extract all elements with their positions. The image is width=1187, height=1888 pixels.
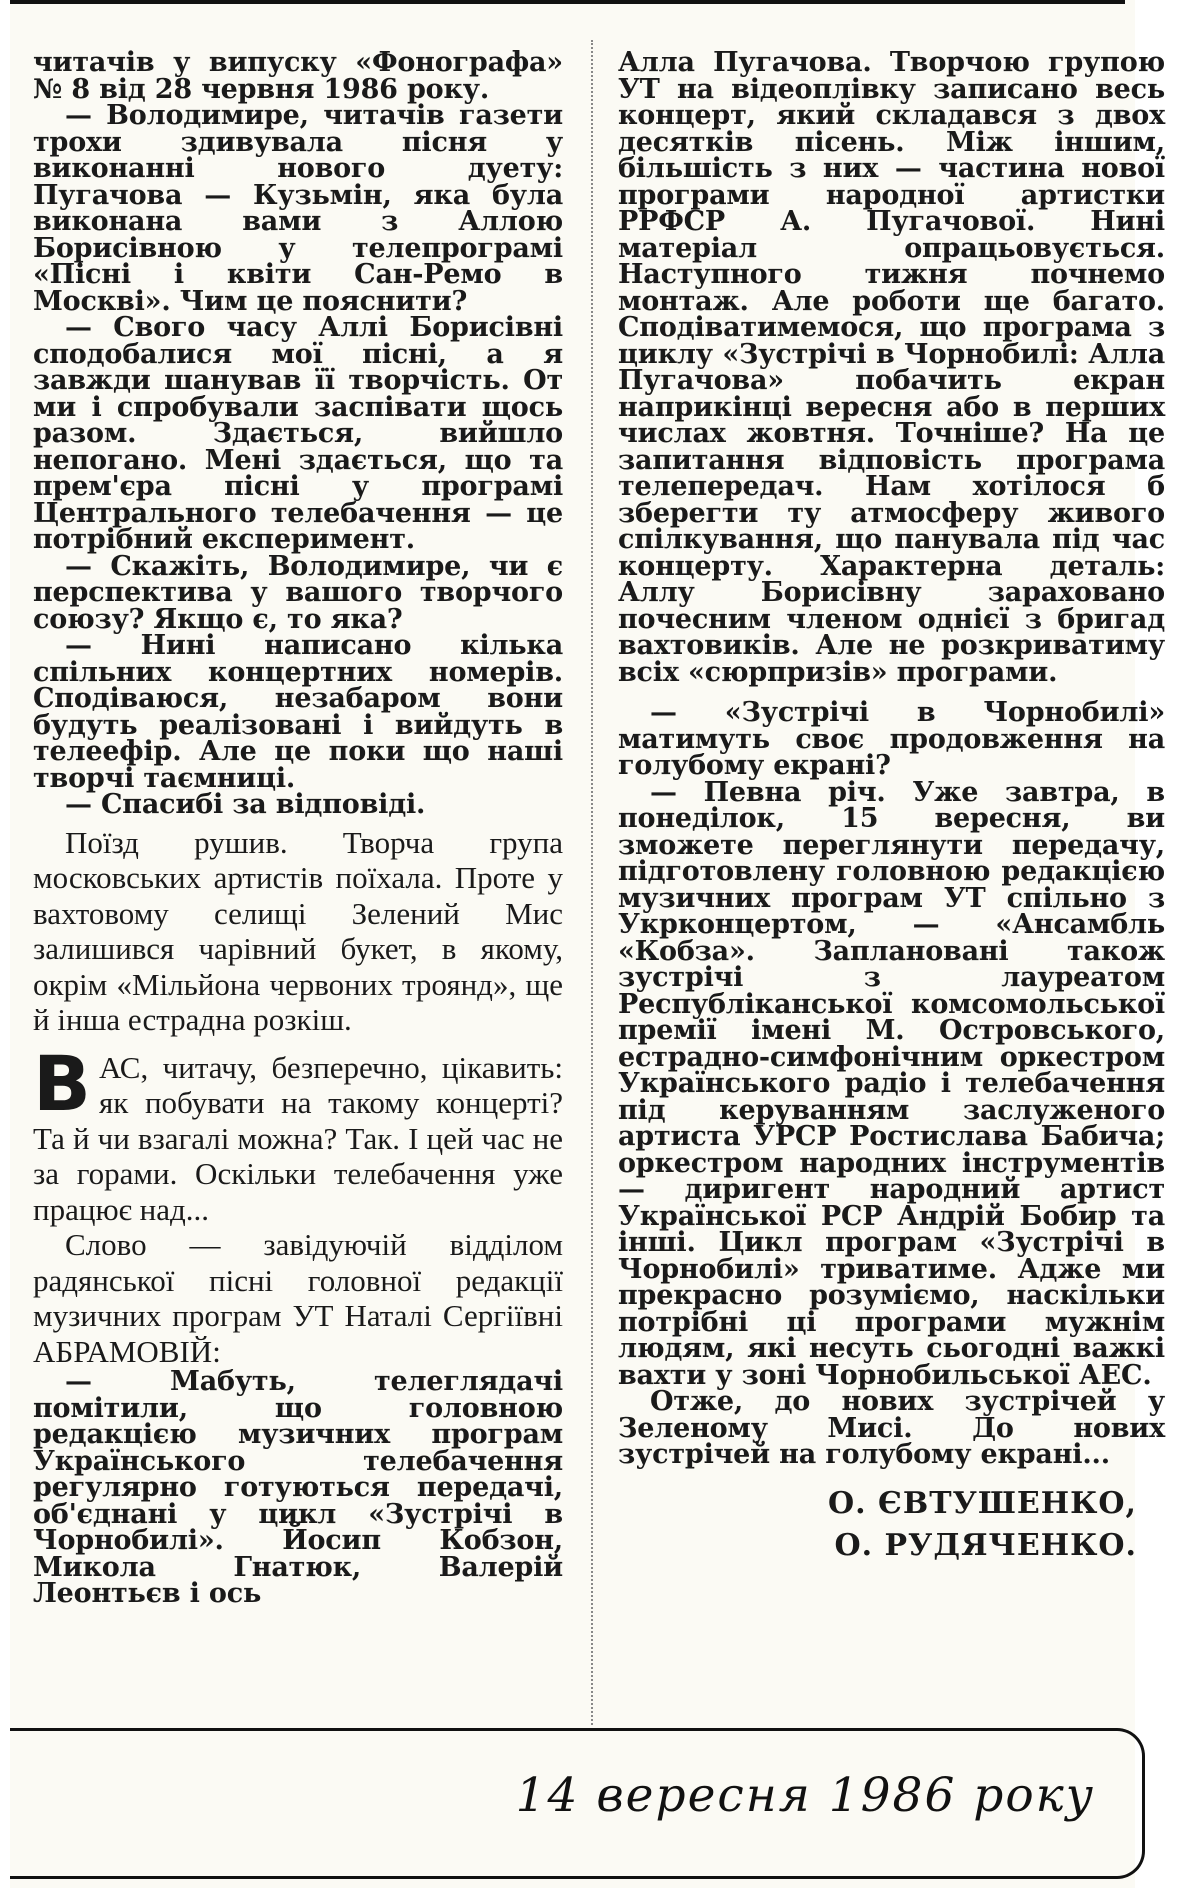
drop-cap: В	[33, 1038, 91, 1128]
paragraph: Поїзд рушив. Творча група московських артистів поїхала. Проте у вахтовому селищі Зелений Мис залишився чарівний букет, в якому, окрім «Мільйона червоних троянд», ще й інша естрадна розкіш.	[33, 824, 563, 1037]
paragraph-text: АС, читачу, безперечно, цікавить: як побувати на такому концерті? Та й чи взагалі можна? Так. І цей час не за горами. Оскільки телебачення уже працює над...	[33, 1049, 563, 1227]
paragraph: — Володимире, читачів газети трохи здивувала пісня у виконанні нового дуету: Пугачова — Кузьмін, яка була виконана вами з Аллою Борисівною у телепрограмі «Пісні і квіти Сан-Ремо в Москві». Чим це пояснити?	[33, 100, 563, 317]
author-name: О. РУДЯЧЕНКО.	[834, 1527, 1137, 1563]
author-signatures	[618, 1483, 1165, 1567]
paragraph: — Скажіть, Володимире, чи є перспектива у вашого творчого союзу? Якщо є, то яка?	[33, 550, 563, 635]
interview-block	[33, 47, 563, 820]
paragraph: — «Зустрічі в Чорнобилі» матимуть своє продовження на голубому екрані?	[618, 697, 1165, 781]
answer-block	[33, 1366, 563, 1609]
column-divider	[591, 40, 593, 1725]
right-column	[618, 47, 1165, 1567]
paragraph: — Нині написано кілька спільних концертних номерів. Сподіваюся, незабаром вони будуть реалізовані і вийдуть в телеефір. Але це поки що наші творчі таємниці.	[33, 630, 563, 794]
paragraph: — Свого часу Аллі Борисівні сподобалися мої пісні, а я завжди шанував її творчість. От ми і спробували заспівати щось разом. Здається, вийшло непогано. Мені здається, що та прем'єра пісні у програмі Центрального телебачення — це потрібний експеримент.	[33, 312, 563, 555]
newspaper-clipping	[10, 0, 1165, 1888]
author-name: О. ЄВТУШЕНКО,	[827, 1485, 1137, 1521]
dropcap-paragraph	[33, 1038, 563, 1228]
narrative-block	[33, 825, 563, 1370]
paragraph: — Спасибі за відповіді.	[65, 789, 426, 820]
paragraph: Алла Пугачова. Творчою групою УТ на відеоплівку записано весь концерт, який складався з двох десятків пісень. Між іншим, більшість з них — частина нової програми народної артистки РРФСР А. Пугачової. Нині матеріал опрацьовується. Наступного тижня почнемо монтаж. Але роботи ще багато. Сподіватимемося, що програма з циклу «Зустрічі в Чорнобилі: Алла Пугачова» побачить екран наприкінці вересня або в перших числах жовтня. Точніше? На це запитання відповість програма телепередач. Нам хотілося б зберегти ту атмосферу живого спілкування, що панувала під час концерту. Характерна деталь: Аллу Борисівну зараховано почесним членом однієї з бригад вахтовиків. Але не розкриватиму всіх «сюрпризів» програми.	[618, 47, 1165, 688]
paragraph: — Мабуть, телеглядачі помітили, що головною редакцією музичних програм Українського телебачення регулярно готуються передачі, об'єднані у цикл «Зустрічі в Чорнобилі». Йосип Кобзон, Микола Гнатюк, Валерій Леонтьєв і ось	[33, 1366, 563, 1609]
paragraph: Слово — завідуючій відділом радянської пісні головної редакції музичних програм УТ Наталі Сергіївні АБРАМОВІЙ:	[33, 1227, 563, 1369]
top-rule	[10, 0, 1125, 4]
publication-date: 14 вересня 1986 року	[515, 1768, 1095, 1823]
paragraph: читачів у випуску «Фонографа» № 8 від 28 червня 1986 року.	[33, 47, 563, 105]
paragraph: Отже, до нових зустрічей у Зеленому Мисі. До нових зустрічей на голубому екрані...	[618, 1386, 1165, 1470]
paragraph: — Певна річ. Уже завтра, в понеділок, 15 вересня, ви зможете переглянути передачу, підготовлену головною редакцією музичних програм УТ спільно з Укрконцертом, — «Ансамбль «Кобза». Заплановані також зустрічі з лауреатом Республіканської комсомольської премії імені М. Островського, естрадно-симфонічним оркестром Українського радіо і телебачення під керуванням заслуженого артиста УРСР Ростислава Бабича; оркестром народних інструментів — диригент народний артист Української РСР Андрій Бобир та інші. Цикл програм «Зустрічі в Чорнобилі» триватиме. Адже ми прекрасно розуміємо, наскільки потрібні ці програми мужнім людям, які несуть сьогодні важкі вахти у зоні Чорнобильської АЕС.	[618, 776, 1165, 1391]
left-column	[33, 47, 563, 1609]
